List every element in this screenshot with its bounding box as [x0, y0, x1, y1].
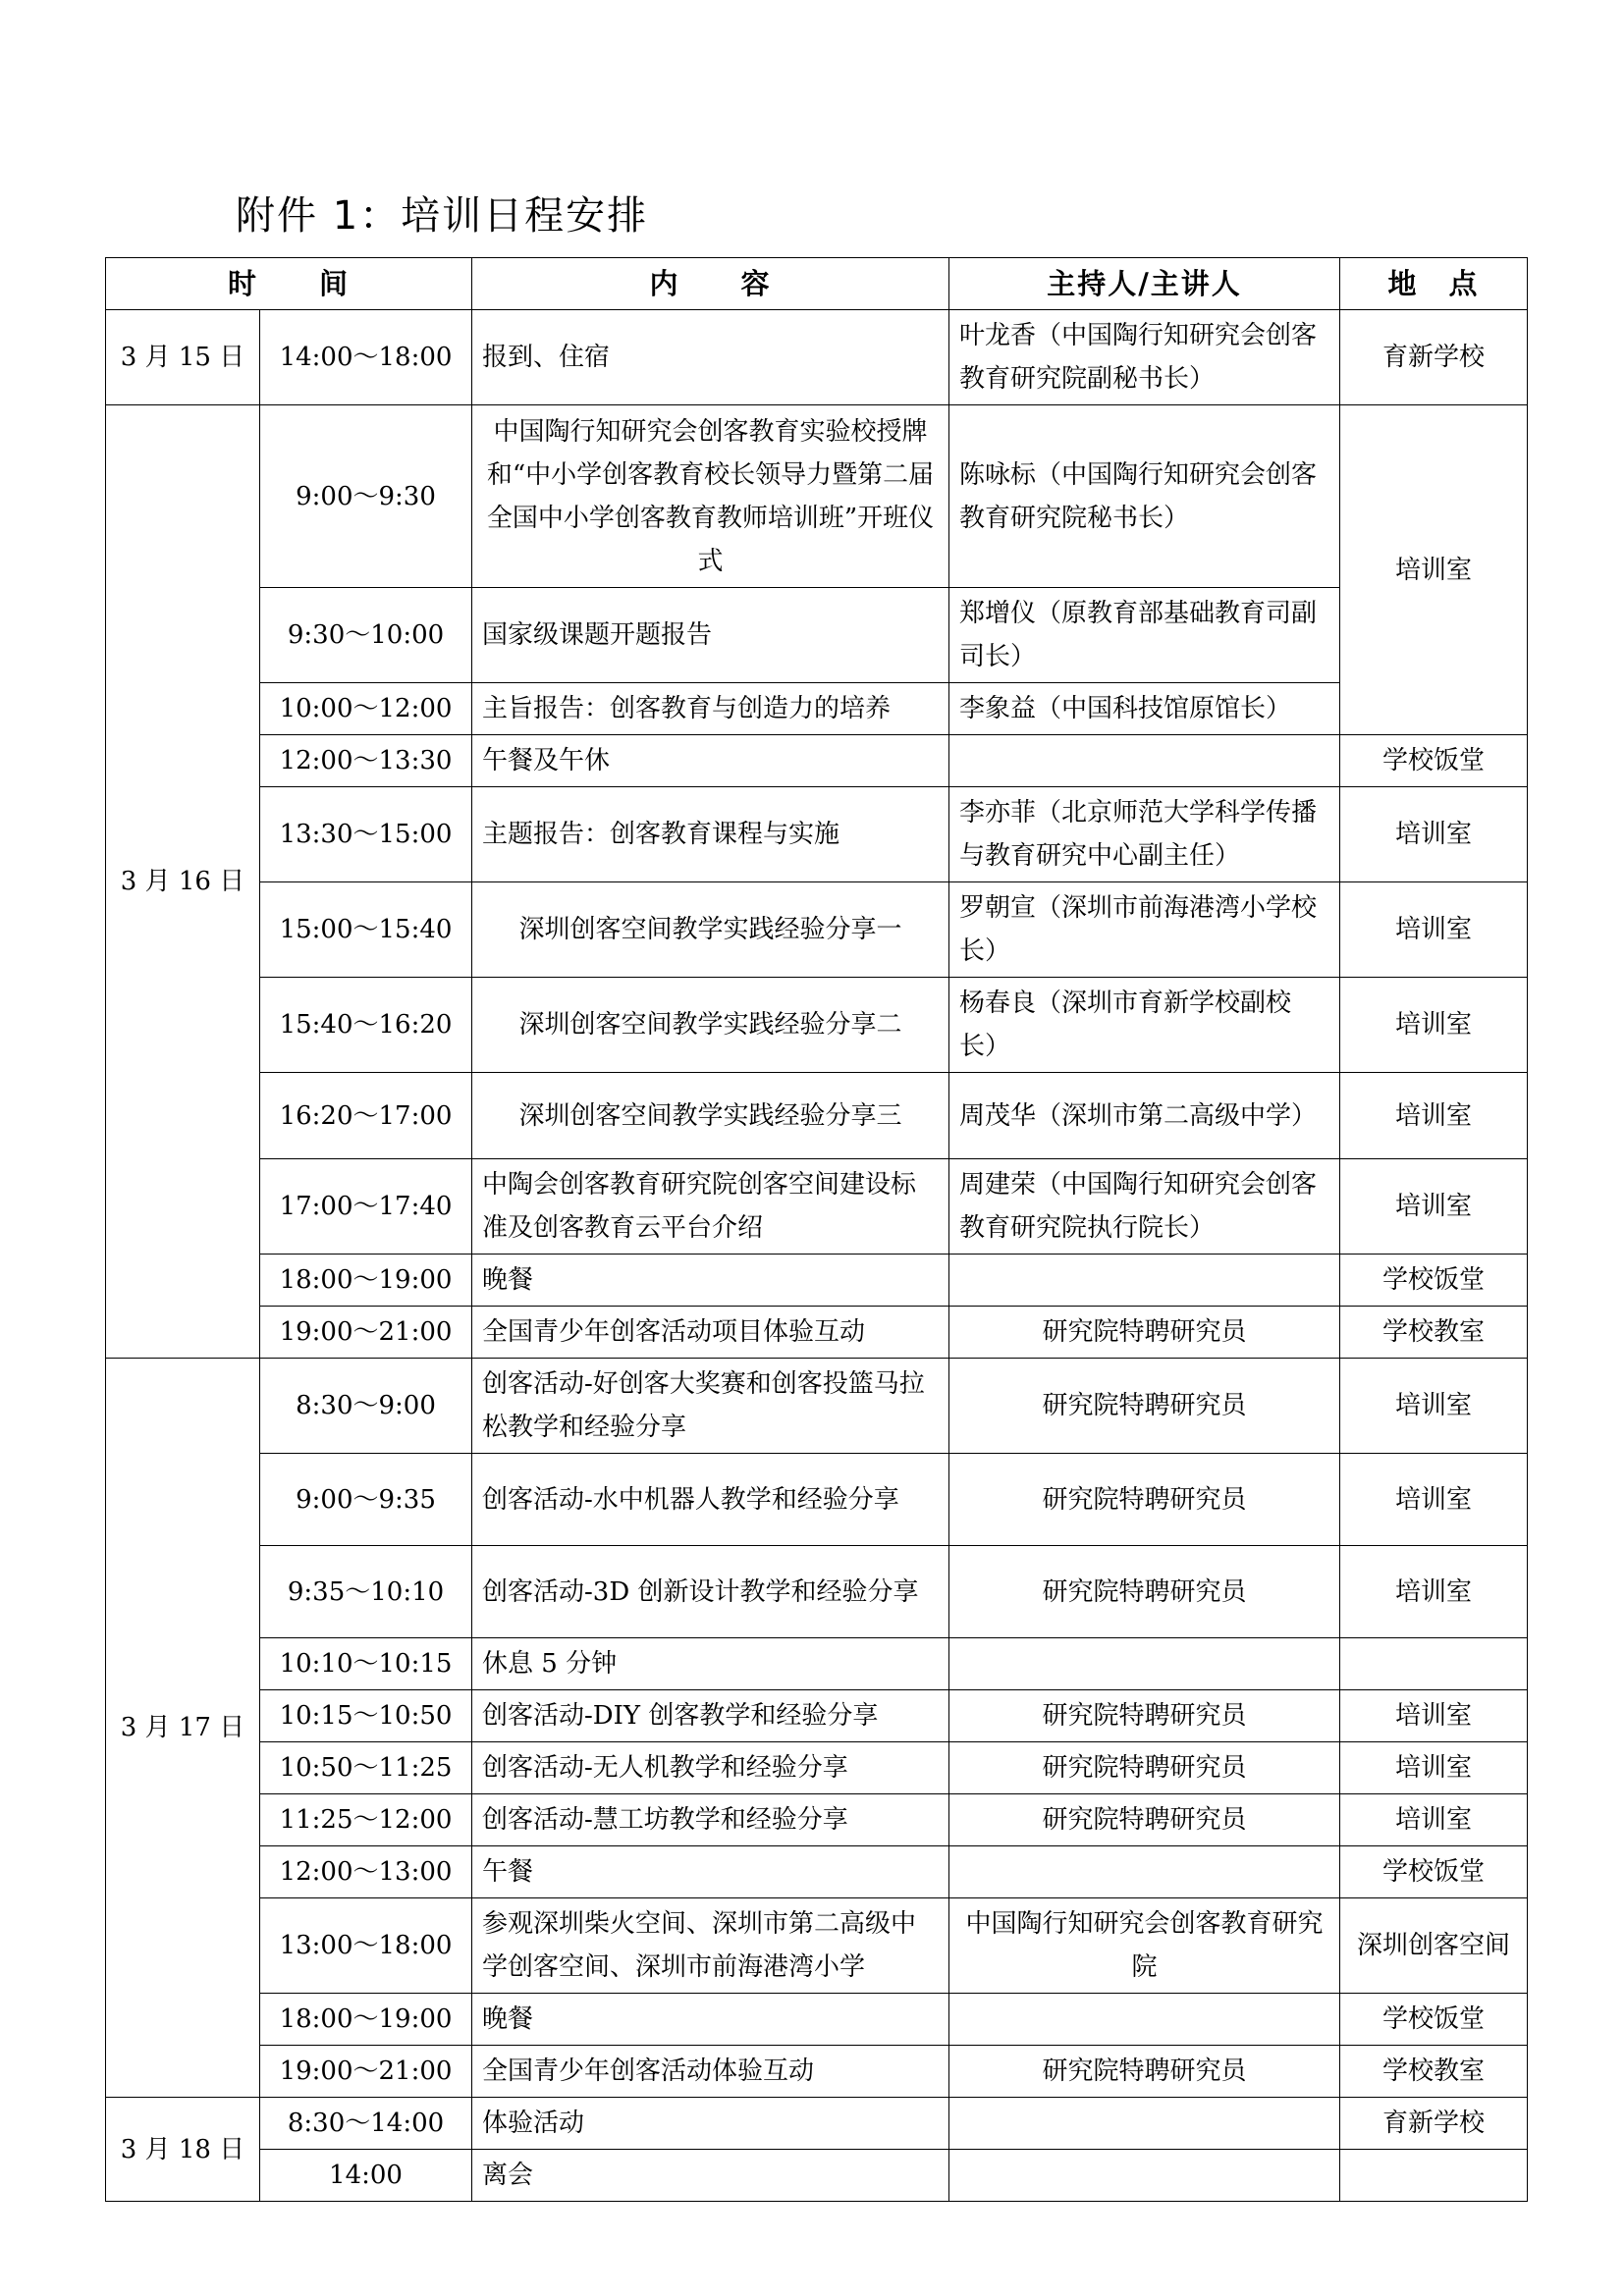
- time-cell: 17:00～17:40: [260, 1159, 472, 1255]
- time-cell: 14:00～18:00: [260, 310, 472, 405]
- content-cell: 主旨报告：创客教育与创造力的培养: [472, 683, 949, 735]
- table-row: [106, 1454, 1528, 1546]
- host-cell: 郑增仪（原教育部基础教育司副司长）: [949, 588, 1340, 683]
- content-cell: 深圳创客空间教学实践经验分享一: [472, 882, 949, 978]
- host-cell: 研究院特聘研究员: [949, 1307, 1340, 1359]
- place-cell: 培训室: [1340, 978, 1528, 1073]
- content-cell: 创客活动-好创客大奖赛和创客投篮马拉松教学和经验分享: [472, 1359, 949, 1454]
- time-cell: 9:35～10:10: [260, 1546, 472, 1638]
- place-cell: 培训室: [1340, 1454, 1528, 1546]
- content-cell: 国家级课题开题报告: [472, 588, 949, 683]
- table-row: [106, 1994, 1528, 2046]
- date-cell: 3 月 15 日: [106, 310, 260, 405]
- host-cell: 研究院特聘研究员: [949, 1359, 1340, 1454]
- table-row: [106, 405, 1528, 588]
- content-cell: 全国青少年创客活动体验互动: [472, 2046, 949, 2098]
- time-cell: 15:00～15:40: [260, 882, 472, 978]
- host-cell: 研究院特聘研究员: [949, 1794, 1340, 1846]
- content-cell: 创客活动-水中机器人教学和经验分享: [472, 1454, 949, 1546]
- place-cell: [1340, 1638, 1528, 1690]
- host-cell: 中国陶行知研究会创客教育研究院: [949, 1898, 1340, 1994]
- content-cell: 晚餐: [472, 1255, 949, 1307]
- time-cell: 18:00～19:00: [260, 1994, 472, 2046]
- table-row: [106, 978, 1528, 1073]
- table-row: [106, 1690, 1528, 1742]
- time-cell: 11:25～12:00: [260, 1794, 472, 1846]
- table-row: [106, 1742, 1528, 1794]
- host-cell: 罗朝宣（深圳市前海港湾小学校长）: [949, 882, 1340, 978]
- place-cell: 培训室: [1340, 787, 1528, 882]
- content-cell: 创客活动-DIY 创客教学和经验分享: [472, 1690, 949, 1742]
- place-cell: 培训室: [1340, 1742, 1528, 1794]
- time-cell: 10:10～10:15: [260, 1638, 472, 1690]
- time-cell: 10:50～11:25: [260, 1742, 472, 1794]
- time-cell: 12:00～13:30: [260, 735, 472, 787]
- host-cell: 周茂华（深圳市第二高级中学）: [949, 1073, 1340, 1159]
- table-row: [106, 735, 1528, 787]
- content-cell: 中陶会创客教育研究院创客空间建设标准及创客教育云平台介绍: [472, 1159, 949, 1255]
- place-cell: 培训室: [1340, 1359, 1528, 1454]
- content-cell: 晚餐: [472, 1994, 949, 2046]
- host-cell: 李亦菲（北京师范大学科学传播与教育研究中心副主任）: [949, 787, 1340, 882]
- table-row: [106, 1359, 1528, 1454]
- host-cell: 叶龙香（中国陶行知研究会创客教育研究院副秘书长）: [949, 310, 1340, 405]
- place-cell: 学校饭堂: [1340, 1255, 1528, 1307]
- host-cell: 研究院特聘研究员: [949, 2046, 1340, 2098]
- time-cell: 12:00～13:00: [260, 1846, 472, 1898]
- table-row: [106, 1255, 1528, 1307]
- host-cell: [949, 1255, 1340, 1307]
- place-cell: 培训室: [1340, 882, 1528, 978]
- host-cell: 陈咏标（中国陶行知研究会创客教育研究院秘书长）: [949, 405, 1340, 588]
- table-row: [106, 1638, 1528, 1690]
- time-cell: 13:30～15:00: [260, 787, 472, 882]
- place-cell: 深圳创客空间: [1340, 1898, 1528, 1994]
- table-row: [106, 2150, 1528, 2202]
- host-cell: 研究院特聘研究员: [949, 1546, 1340, 1638]
- place-cell: [1340, 2150, 1528, 2202]
- content-cell: 休息 5 分钟: [472, 1638, 949, 1690]
- place-cell: 培训室: [1340, 1159, 1528, 1255]
- time-cell: 8:30～9:00: [260, 1359, 472, 1454]
- content-cell: 主题报告：创客教育课程与实施: [472, 787, 949, 882]
- date-cell: 3 月 18 日: [106, 2098, 260, 2202]
- host-cell: [949, 1638, 1340, 1690]
- content-cell: 创客活动-慧工坊教学和经验分享: [472, 1794, 949, 1846]
- place-cell: 学校教室: [1340, 1307, 1528, 1359]
- date-cell: 3 月 17 日: [106, 1359, 260, 2098]
- content-cell: 深圳创客空间教学实践经验分享三: [472, 1073, 949, 1159]
- content-cell: 创客活动-3D 创新设计教学和经验分享: [472, 1546, 949, 1638]
- host-cell: [949, 1994, 1340, 2046]
- table-row: [106, 1307, 1528, 1359]
- time-cell: 13:00～18:00: [260, 1898, 472, 1994]
- content-cell: 创客活动-无人机教学和经验分享: [472, 1742, 949, 1794]
- table-row: [106, 787, 1528, 882]
- host-cell: 李象益（中国科技馆原馆长）: [949, 683, 1340, 735]
- content-cell: 中国陶行知研究会创客教育实验校授牌和“中小学创客教育校长领导力暨第二届全国中小学创客教育教师培训班”开班仪式: [472, 405, 949, 588]
- table-row: [106, 1073, 1528, 1159]
- place-cell: 育新学校: [1340, 310, 1528, 405]
- date-cell: 3 月 16 日: [106, 405, 260, 1359]
- content-cell: 参观深圳柴火空间、深圳市第二高级中学创客空间、深圳市前海港湾小学: [472, 1898, 949, 1994]
- host-cell: 研究院特聘研究员: [949, 1690, 1340, 1742]
- content-cell: 体验活动: [472, 2098, 949, 2150]
- host-cell: [949, 735, 1340, 787]
- content-cell: 深圳创客空间教学实践经验分享二: [472, 978, 949, 1073]
- host-cell: 研究院特聘研究员: [949, 1742, 1340, 1794]
- time-cell: 18:00～19:00: [260, 1255, 472, 1307]
- table-row: [106, 683, 1528, 735]
- content-cell: 全国青少年创客活动项目体验互动: [472, 1307, 949, 1359]
- table-row: [106, 1846, 1528, 1898]
- host-cell: 研究院特聘研究员: [949, 1454, 1340, 1546]
- host-cell: 杨春良（深圳市育新学校副校长）: [949, 978, 1340, 1073]
- content-cell: 报到、住宿: [472, 310, 949, 405]
- time-cell: 9:00～9:30: [260, 405, 472, 588]
- table-row: [106, 1794, 1528, 1846]
- place-cell: 学校饭堂: [1340, 735, 1528, 787]
- header-host: 主持人/主讲人: [949, 258, 1340, 310]
- table-row: [106, 310, 1528, 405]
- host-cell: [949, 1846, 1340, 1898]
- content-cell: 午餐: [472, 1846, 949, 1898]
- place-cell: 培训室: [1340, 1073, 1528, 1159]
- time-cell: 15:40～16:20: [260, 978, 472, 1073]
- content-cell: 午餐及午休: [472, 735, 949, 787]
- place-cell: 培训室: [1340, 1794, 1528, 1846]
- table-row: [106, 2046, 1528, 2098]
- content-cell: 离会: [472, 2150, 949, 2202]
- table-row: [106, 882, 1528, 978]
- time-cell: 10:15～10:50: [260, 1690, 472, 1742]
- header-time: 时 间: [106, 258, 472, 310]
- table-row: [106, 1546, 1528, 1638]
- time-cell: 19:00～21:00: [260, 1307, 472, 1359]
- time-cell: 10:00～12:00: [260, 683, 472, 735]
- place-cell: 学校饭堂: [1340, 1994, 1528, 2046]
- place-cell: 育新学校: [1340, 2098, 1528, 2150]
- place-cell: 培训室: [1340, 405, 1528, 735]
- header-row: [106, 258, 1528, 310]
- table-row: [106, 1898, 1528, 1994]
- place-cell: 学校饭堂: [1340, 1846, 1528, 1898]
- time-cell: 16:20～17:00: [260, 1073, 472, 1159]
- table-row: [106, 2098, 1528, 2150]
- place-cell: 学校教室: [1340, 2046, 1528, 2098]
- time-cell: 9:00～9:35: [260, 1454, 472, 1546]
- header-place: 地 点: [1340, 258, 1528, 310]
- table-row: [106, 1159, 1528, 1255]
- schedule-table: [105, 257, 1528, 2202]
- time-cell: 14:00: [260, 2150, 472, 2202]
- time-cell: 19:00～21:00: [260, 2046, 472, 2098]
- table-row: [106, 588, 1528, 683]
- host-cell: [949, 2098, 1340, 2150]
- place-cell: 培训室: [1340, 1546, 1528, 1638]
- time-cell: 8:30～14:00: [260, 2098, 472, 2150]
- host-cell: 周建荣（中国陶行知研究会创客教育研究院执行院长）: [949, 1159, 1340, 1255]
- time-cell: 9:30～10:00: [260, 588, 472, 683]
- place-cell: 培训室: [1340, 1690, 1528, 1742]
- host-cell: [949, 2150, 1340, 2202]
- header-content: 内 容: [472, 258, 949, 310]
- page-title: 附件 1：培训日程安排: [236, 193, 649, 239]
